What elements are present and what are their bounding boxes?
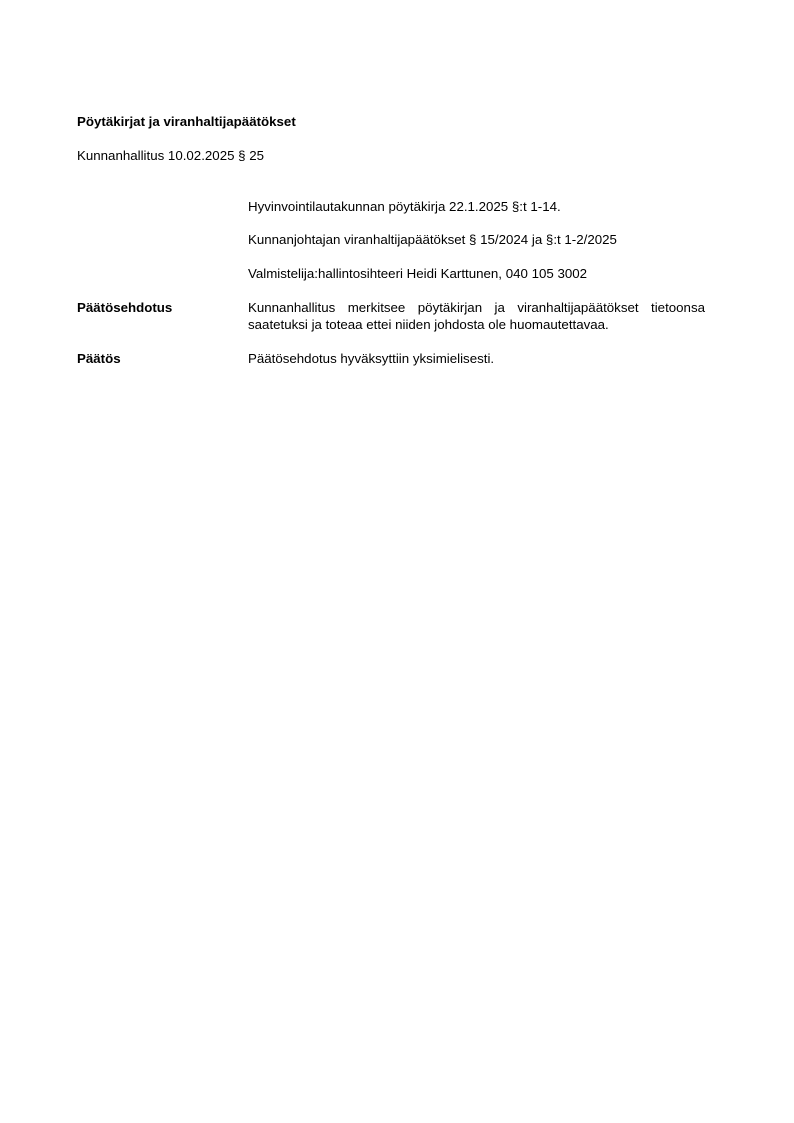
- meeting-reference: Kunnanhallitus 10.02.2025 § 25: [77, 148, 265, 163]
- paragraph-preparer: Valmistelija:hallintosihteeri Heidi Karttunen, 040 105 3002: [248, 266, 588, 281]
- document-title: Pöytäkirjat ja viranhaltijapäätökset: [77, 114, 296, 129]
- decision-text: Päätösehdotus hyväksyttiin yksimielisesti.: [248, 351, 495, 366]
- proposal-label: Päätösehdotus: [77, 300, 173, 315]
- proposal-text: Kunnanhallitus merkitsee pöytäkirjan ja viranhaltijapäätökset tietoonsa saatetuksi ja toteaa ettei niiden johdosta ole huomautettavaa.: [248, 300, 705, 332]
- paragraph-minutes: Hyvinvointilautakunnan pöytäkirja 22.1.2025 §:t 1-14.: [248, 199, 561, 214]
- paragraph-official-decisions: Kunnanjohtajan viranhaltijapäätökset § 15/2024 ja §:t 1-2/2025: [248, 232, 617, 247]
- decision-label: Päätös: [77, 351, 121, 366]
